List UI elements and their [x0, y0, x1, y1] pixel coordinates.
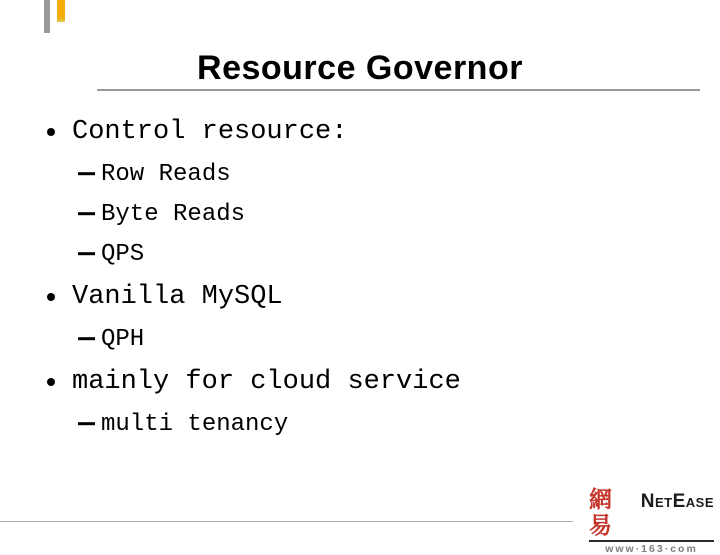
dash-marker-icon — [78, 422, 95, 425]
sub-bullet-label: QPS — [101, 240, 145, 268]
dash-marker-icon — [78, 172, 95, 175]
netease-logo — [589, 487, 714, 555]
footer-divider — [0, 521, 573, 522]
dash-marker-icon — [78, 212, 95, 215]
sub-bullet-item — [0, 154, 720, 194]
bullet-label: Control resource: — [72, 116, 348, 147]
sub-bullet-item — [0, 194, 720, 234]
bullet-list — [0, 109, 720, 444]
sub-bullet-label: QPH — [101, 325, 145, 353]
bullet-marker-icon — [47, 293, 55, 301]
deco-gray-bar — [44, 0, 50, 33]
sub-bullet-item — [0, 319, 720, 359]
bullet-item — [0, 109, 720, 154]
bullet-marker-icon — [47, 128, 55, 136]
bullet-marker-icon — [47, 378, 55, 386]
bullet-label: Vanilla MySQL — [72, 281, 283, 312]
netease-url: www·163·com — [605, 543, 698, 555]
slide-title: Resource Governor — [197, 49, 523, 87]
bullet-item — [0, 359, 720, 404]
sub-bullet-label: Row Reads — [101, 160, 231, 188]
netease-wordmark: NetEase — [640, 491, 714, 512]
netease-cjk-logo: 網易 — [589, 486, 614, 539]
bullet-label: mainly for cloud service — [72, 366, 461, 397]
netease-logo-rule — [589, 540, 714, 542]
title-underline — [97, 89, 700, 91]
sub-bullet-label: Byte Reads — [101, 200, 246, 228]
sub-bullet-label: multi tenancy — [101, 410, 289, 438]
sub-bullet-item — [0, 404, 720, 444]
deco-yellow-bar — [57, 0, 65, 22]
dash-marker-icon — [78, 252, 95, 255]
dash-marker-icon — [78, 337, 95, 340]
bullet-item — [0, 274, 720, 319]
sub-bullet-item — [0, 234, 720, 274]
netease-logo-row — [589, 487, 714, 539]
